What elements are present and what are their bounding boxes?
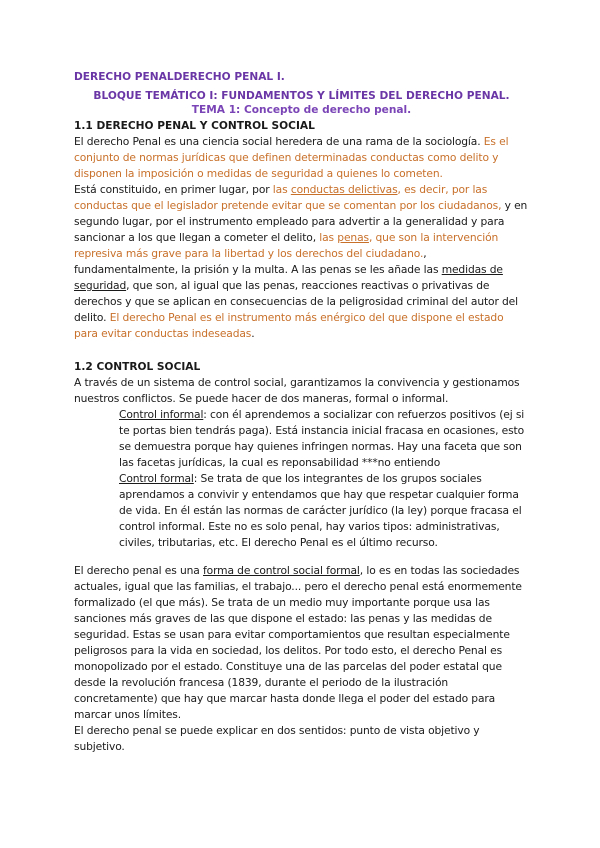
underlined-term-formal: Control formal (119, 472, 194, 485)
underlined-term-penas: penas (337, 231, 369, 244)
paragraph-formal-control: El derecho penal es una forma de control social formal, lo es en todas las sociedades actuales, igual que las familias, el trabajo... pero el derecho penal está enormemente formalizado (el que más). Se trata de un medio muy importante porque usa las sanciones más graves de las que dispone el estado: las penas y las medidas de seguridad. Estas se usan para evitar comportamientos que resultan especialmente peligrosos para la vida en sociedad, los delitos. Por todo esto, el derecho Penal es monopolizado por el estado. Constituye una de las parcelas del poder estatal que desde la revolución francesa (1839, durante el periodo de la ilustración concretamente) que hay que marcar hasta donde llega el poder del estado para marcar unos límites. (74, 564, 522, 721)
paragraph-control-informal: Control informal: con él aprendemos a socializar con refuerzos positivos (ej si te portas bien tendrás paga). Está instancia inicial fracasa en ocasiones, esto se demuestra porque hay quienes infringen normas. Hay una faceta que son las facetas jurídicas, la cual es reponsabilidad ***no entiendo (119, 408, 525, 469)
section-heading-1-2: 1.2 CONTROL SOCIAL (74, 361, 201, 373)
underlined-term-conductas: conductas delictivas (290, 183, 398, 196)
underlined-term-informal: Control informal (119, 408, 204, 421)
section-heading-1-1: 1.1 DERECHO PENAL Y CONTROL SOCIAL (74, 120, 315, 132)
underlined-term-medidas: medidas de seguridad (74, 263, 503, 292)
underlined-term-forma-control: forma de control social formal (203, 564, 360, 577)
paragraph-control-intro: A través de un sistema de control social, garantizamos la convivencia y gestionamos nuestros conflictos. Se puede hacer de dos maneras, formal o informal. (74, 376, 520, 405)
paragraph-senses: El derecho penal se puede explicar en dos sentidos: punto de vista objetivo y subjetivo. (74, 724, 480, 753)
block-title: BLOQUE TEMÁTICO I: FUNDAMENTOS Y LÍMITES DEL DERECHO PENAL. (93, 90, 510, 102)
course-title: DERECHO PENALDERECHO PENAL I. (74, 71, 285, 83)
highlight-text: Es el conjunto de normas jurídicas que definen determinadas conductas como delito y disponen la imposición o medidas de seguridad a quienes lo cometen. (74, 135, 509, 180)
document-page (74, 70, 529, 755)
paragraph-definition: El derecho Penal es una ciencia social heredera de una rama de la sociología. Es el conjunto de normas jurídicas que definen determinadas conductas como delito y disponen la imposición o medidas de seguridad a quienes lo cometen. (74, 135, 509, 180)
paragraph-control-formal: Control formal: Se trata de que los integrantes de los grupos sociales aprendamos a convivir y entendamos que hay que respetar cualquier forma de vida. En él están las normas de carácter jurídico (la ley) porque fracasa el control informal. Este no es solo penal, hay varios tipos: administrativas, civiles, tributarias, etc. El derecho Penal es el último recurso. (119, 472, 522, 549)
topic-title: TEMA 1: Concepto de derecho penal. (191, 104, 412, 116)
paragraph-composition: Está constituido, en primer lugar, por las conductas delictivas, es decir, por las conductas que el legislador pretende evitar que se comentan por los ciudadanos, y en segundo lugar, por el instrumento empleado para advertir a la generalidad y para sancionar a los que llegan a cometer el delito, las penas, que son la intervención represiva más grave para la libertad y los derechos del ciudadano., fundamentalmente, la prisión y la multa. A las penas se les añade las medidas de seguridad, que son, al igual que las penas, reacciones reactivas o privativas de derechos y que se aplican en consecuencias de la peligrosidad criminal del autor del delito. El derecho Penal es el instrumento más enérgico del que dispone el estado para evitar conductas indeseadas. (74, 183, 528, 340)
